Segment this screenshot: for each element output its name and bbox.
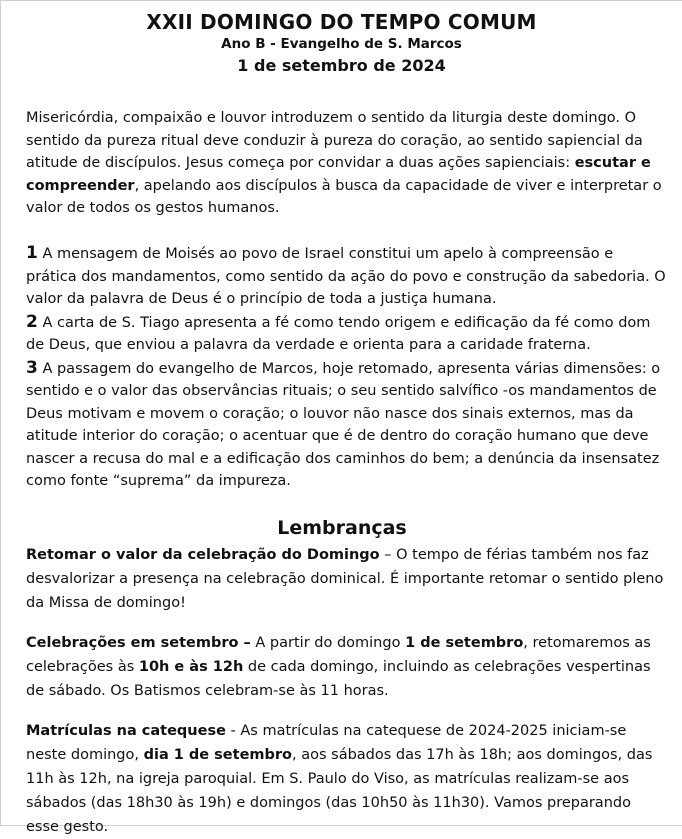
reminder-september-celebrations [26, 631, 666, 703]
reminder-text: , retomaremos as celebrações às [26, 635, 651, 675]
reminder-text: A partir do domingo [250, 635, 406, 651]
reminder-date-bold: 1 de setembro [405, 635, 524, 651]
page-date: 1 de setembro de 2024 [237, 56, 446, 75]
intro-text-1: Misericórdia, compaixão e louvor introduzem o sentido da liturgia deste domingo. O sentido da pureza ritual deve conduzir à pureza do coração, ao sentido sapiencial da atitude de discípulos. Jesus começa por convidar a duas ações sapienciais: [26, 110, 643, 171]
reading-number: 2 [26, 311, 38, 332]
reminders-title: Lembranças [277, 517, 407, 539]
reading-2 [26, 311, 666, 357]
reminder-date-bold: dia 1 de setembro [143, 747, 293, 763]
header [1, 9, 682, 77]
reminder-heading: Matrículas na catequese [26, 723, 226, 739]
reminder-text: – O tempo de férias também nos faz desvalorizar a presença na celebração dominical. É importante retomar o sentido pleno da Missa de domingo! [26, 547, 664, 611]
reminder-text: - As matrículas na catequese de 2024-2025 iniciam-se neste domingo, [26, 723, 627, 763]
reminder-heading: Retomar o valor da celebração do Domingo [26, 547, 380, 563]
intro-bold: escutar e compreender [26, 155, 651, 194]
reading-number: 3 [26, 357, 38, 378]
intro-text-2: , apelando aos discípulos à busca da capacidade de viver e interpretar o valor de todos os gestos humanos. [26, 177, 662, 216]
reading-text: A passagem do evangelho de Marcos, hoje retomado, apresenta várias dimensões: o sentido e o valor das observâncias rituais; o seu sentido salvífico -os mandamentos de Deus motivam e movem o coração; o louvor não nasce dos sinais externos, mas da atitude interior do coração; o acentuar que é de dentro do coração humano que deve nascer a recusa do mal e a edificação dos caminhos do bem; a denúncia da insensatez como fonte “suprema” da impureza. [26, 360, 661, 489]
reading-text: A carta de S. Tiago apresenta a fé como tendo origem e edificação da fé como dom de Deus, que enviou a palavra da verdade e orienta para a caridade fraterna. [26, 314, 651, 353]
page-title: XXII DOMINGO DO TEMPO COMUM [146, 10, 537, 34]
reminder-heading: Celebrações em setembro – [26, 635, 251, 651]
reminder-times-bold: 10h e às 12h [138, 659, 244, 675]
reading-text: A mensagem de Moisés ao povo de Israel constitui um apelo à compreensão e prática dos mandamentos, como sentido da ação do povo e construção da sabedoria. O valor da palavra de Deus é o princípio de toda a justiça humana. [26, 246, 666, 307]
reminder-text: , aos sábados das 17h às 18h; aos domingos, das 11h às 12h, na igreja paroquial. Em S. Paulo do Viso, as matrículas realizam-se aos sábados (das 18h30 às 19h) e domingos (das 10h50 às 11h30). Vamos preparando esse gesto. [26, 747, 653, 835]
reminder-catechesis-enrollment [26, 719, 666, 839]
page-subtitle: Ano B - Evangelho de S. Marcos [221, 36, 462, 52]
intro-paragraph [26, 107, 666, 220]
reading-3 [26, 357, 666, 493]
reminder-sunday-celebration [26, 543, 666, 615]
readings-section [26, 242, 666, 493]
reminder-text: de cada domingo, incluindo as celebrações vespertinas de sábado. Os Batismos celebram-se às 11 horas. [26, 659, 651, 699]
reading-number: 1 [26, 243, 38, 263]
reading-1 [26, 242, 666, 311]
